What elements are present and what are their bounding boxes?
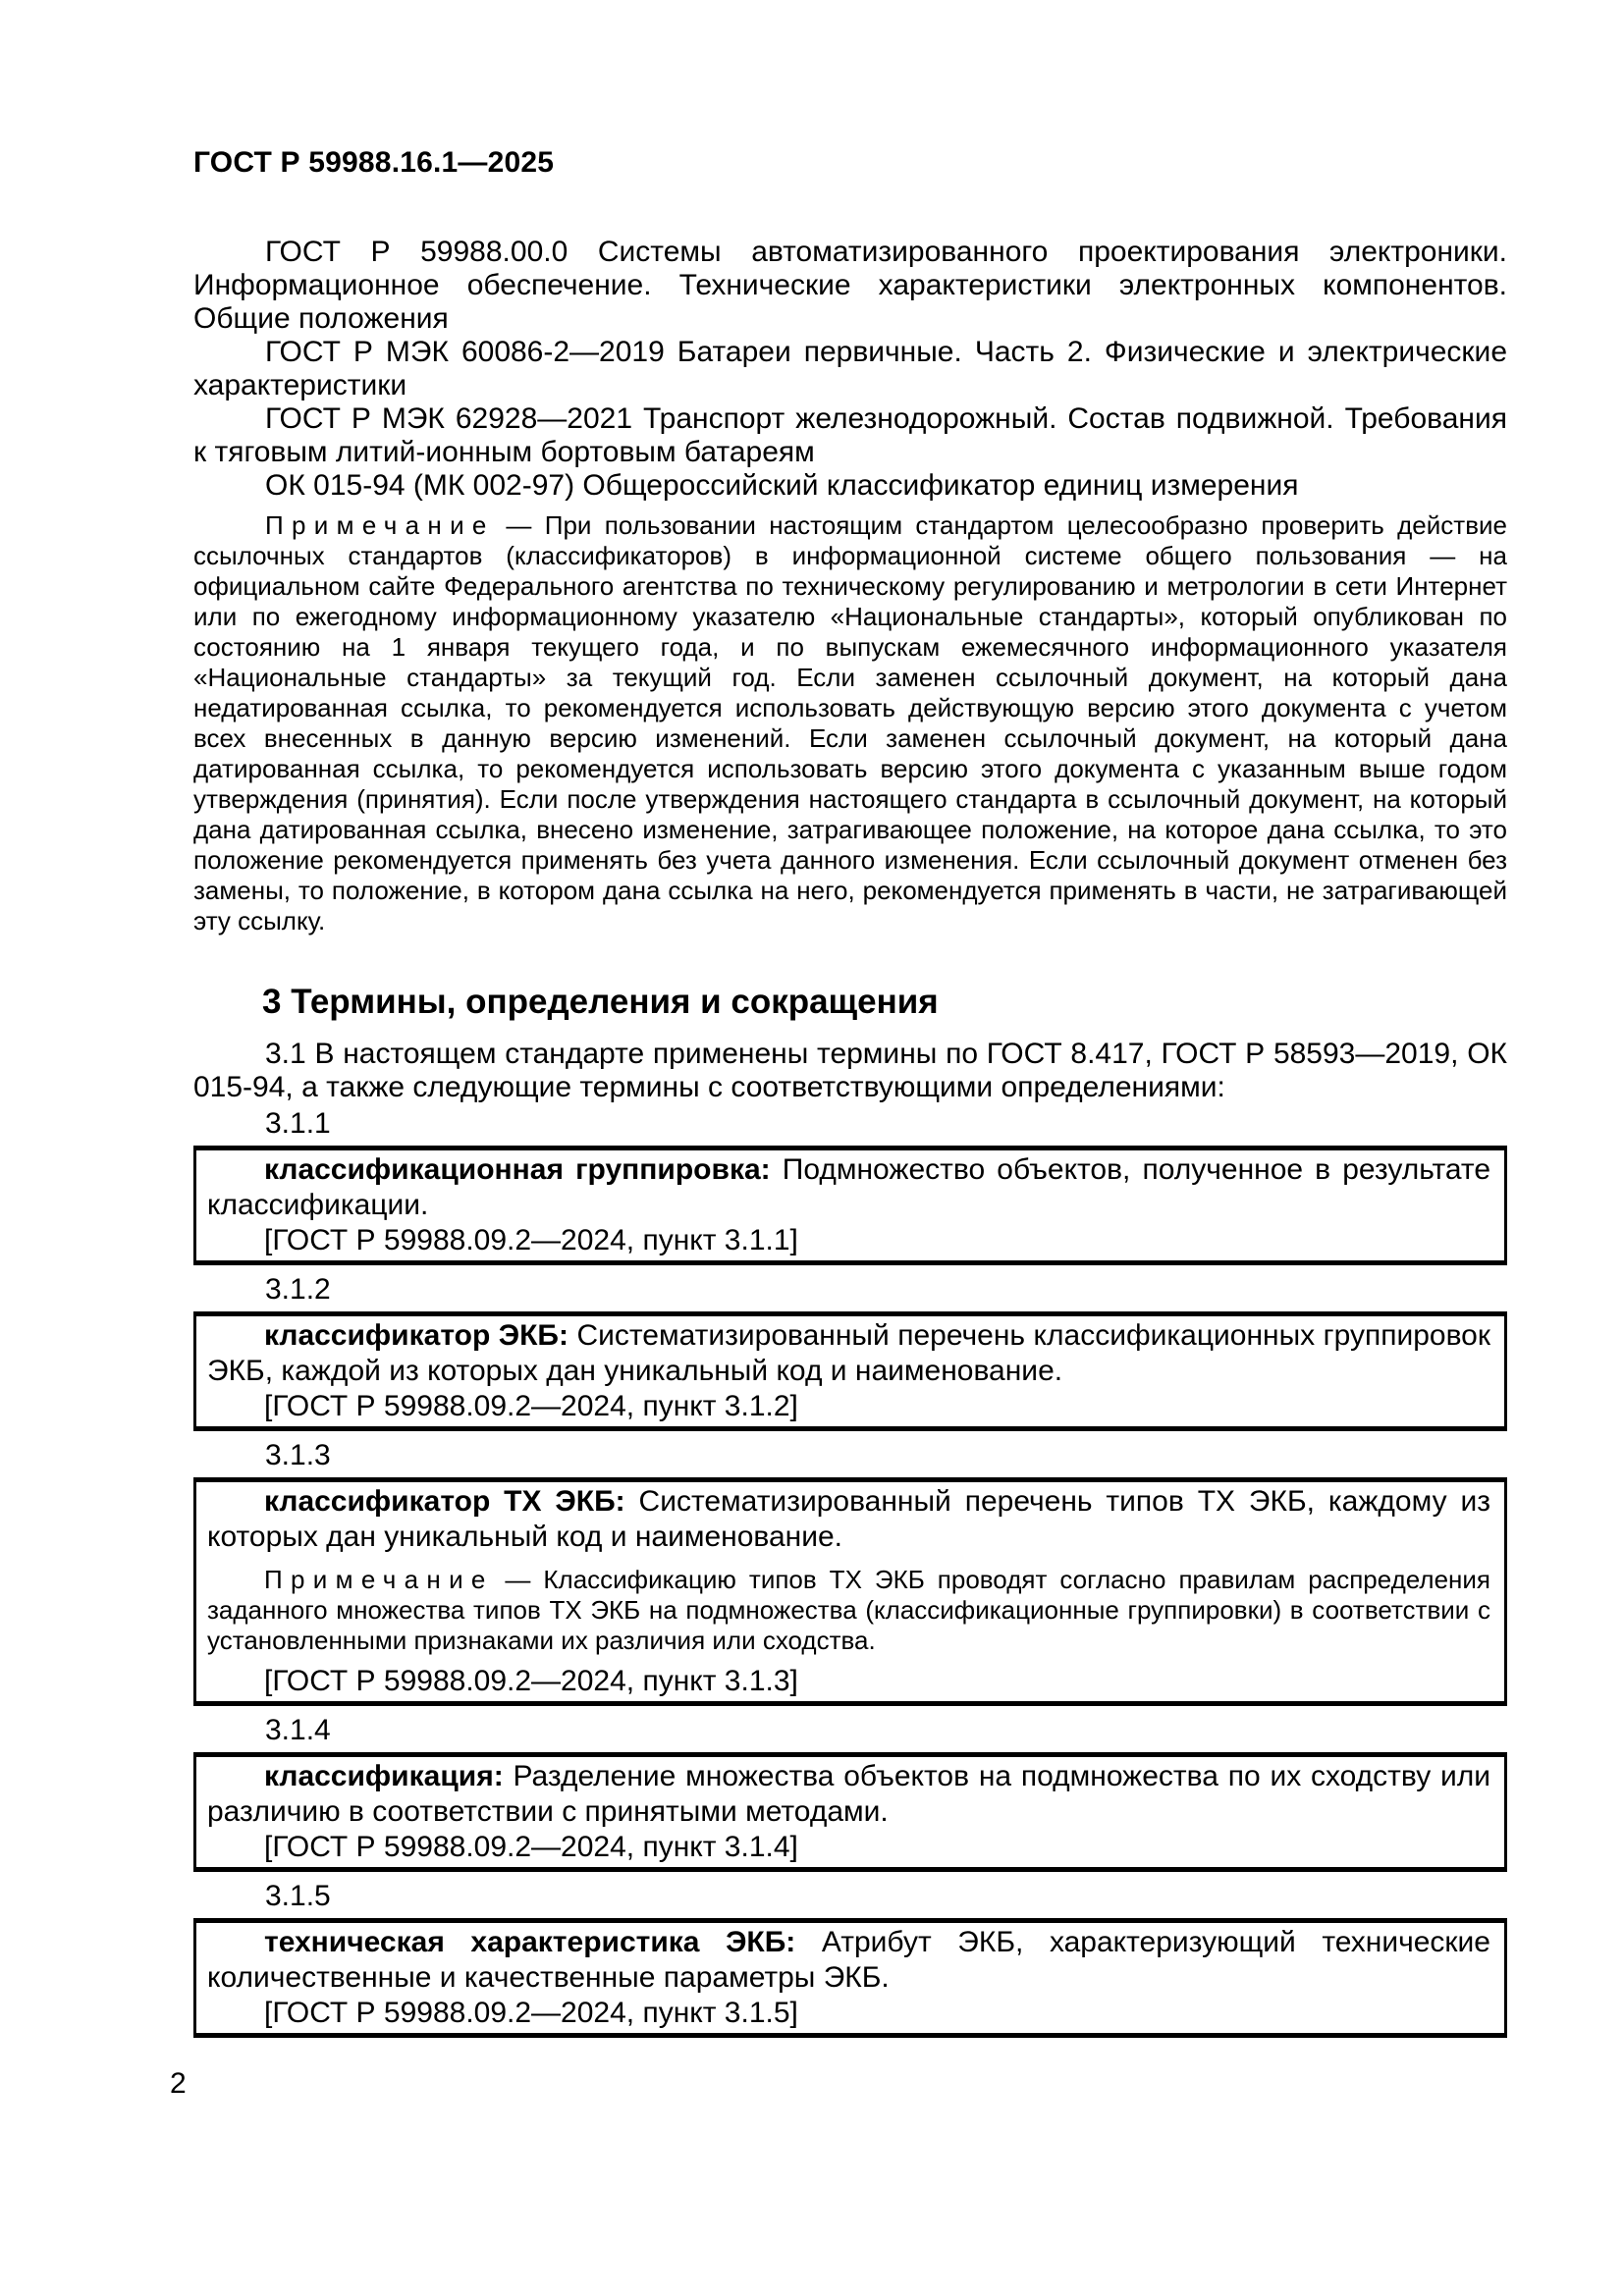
term-entry	[193, 1273, 1507, 1431]
term-entry	[193, 1439, 1507, 1706]
term-source: [ГОСТ Р 59988.09.2—2024, пункт 3.1.2]	[264, 1390, 798, 1422]
term-box	[193, 1146, 1507, 1265]
term-name: классификация:	[264, 1760, 504, 1792]
note-text: — Классификацию типов ТХ ЭКБ проводят согласно правилам распределения заданного множества типов ТХ ЭКБ на подмножества (классификационные группировки) в соответствии с установленными признаками их различия или сходства.	[207, 1565, 1490, 1655]
term-definition: Разделение множества объектов на подмножества по их сходству или различию в соответствии с принятыми методами.	[207, 1760, 1491, 1828]
term-box	[193, 1311, 1507, 1431]
term-number: 3.1.3	[265, 1439, 331, 1471]
reference-item: ГОСТ Р МЭК 62928—2021 Транспорт железнодорожный. Состав подвижной. Требования к тяговым литий-ионным бортовым батареям	[193, 402, 1507, 468]
normative-references	[193, 236, 1507, 503]
term-name: классификатор ЭКБ:	[264, 1319, 568, 1352]
references-note	[193, 510, 1507, 936]
term-definition-par	[207, 1759, 1490, 1830]
note-text: — При пользовании настоящим стандартом целесообразно проверить действие ссылочных стандартов (классификаторов) в информационной системе общего пользования — на официальном сайте Федерального агентства по техническому регулированию и метрологии в сети Интернет или по ежегодному информационному указателю «Национальные стандарты», который опубликован по состоянию на 1 января текущего года, и по выпускам ежемесячного информационного указателя «Национальные стандарты» за текущий год. Если заменен ссылочный документ, на который дана недатированная ссылка, то рекомендуется использовать действующую версию этого документа с учетом всех внесенных в данную версию изменений. Если заменен ссылочный документ, на который дана датированная ссылка, то рекомендуется использовать версию этого документа с указанным выше годом утверждения (принятия). Если после утверждения настоящего стандарта в ссылочный документ, на который дана датированная ссылка, внесено изменение, затрагивающее положение, на которое дана ссылка, то это положение рекомендуется применять без учета данного изменения. Если ссылочный документ отменен без замены, то положение, в котором дана ссылка на него, рекомендуется применять в части, не затрагивающей эту ссылку.	[193, 510, 1507, 935]
term-note	[207, 1565, 1490, 1656]
section-heading: 3 Термины, определения и сокращения	[262, 983, 939, 1021]
term-entry	[193, 1880, 1507, 2038]
term-source: [ГОСТ Р 59988.09.2—2024, пункт 3.1.5]	[264, 1997, 798, 2029]
term-definition: Подмножество объектов, полученное в результате классификации.	[207, 1153, 1490, 1221]
term-entry	[193, 1107, 1507, 1265]
reference-item: ОК 015-94 (МК 002-97) Общероссийский классификатор единиц измерения	[265, 469, 1299, 502]
document-code-header: ГОСТ Р 59988.16.1—2025	[193, 146, 555, 179]
term-number: 3.1.5	[265, 1880, 331, 1912]
term-name: классификатор ТХ ЭКБ:	[264, 1485, 625, 1518]
term-definition-par	[207, 1318, 1490, 1389]
term-number: 3.1.2	[265, 1273, 331, 1306]
section-intro: 3.1 В настоящем стандарте применены термины по ГОСТ 8.417, ГОСТ Р 58593—2019, ОК 015-94, а также следующие термины с соответствующими определениями:	[193, 1038, 1507, 1103]
reference-item: ГОСТ Р 59988.00.0 Системы автоматизированного проектирования электроники. Информационное обеспечение. Технические характеристики электронных компонентов. Общие положения	[193, 236, 1507, 335]
term-box	[193, 1918, 1507, 2038]
page-number: 2	[170, 2067, 187, 2100]
term-source: [ГОСТ Р 59988.09.2—2024, пункт 3.1.3]	[264, 1665, 798, 1697]
term-number: 3.1.1	[265, 1107, 331, 1140]
term-definition-par	[207, 1925, 1490, 1996]
term-box	[193, 1752, 1507, 1872]
reference-item: ГОСТ Р МЭК 60086-2—2019 Батареи первичные. Часть 2. Физические и электрические характеристики	[193, 336, 1507, 401]
term-name: классификационная группировка:	[264, 1153, 771, 1186]
term-source: [ГОСТ Р 59988.09.2—2024, пункт 3.1.1]	[264, 1224, 798, 1256]
term-box	[193, 1477, 1507, 1706]
term-definition: Атрибут ЭКБ, характеризующий технические количественные и качественные параметры ЭКБ.	[207, 1926, 1490, 1994]
term-definition: Систематизированный перечень классификационных группировок ЭКБ, каждой из которых дан уникальный код и наименование.	[207, 1319, 1490, 1387]
note-label: Примечание	[265, 510, 495, 540]
note-label: Примечание	[264, 1565, 494, 1594]
term-entry	[193, 1714, 1507, 1872]
term-source: [ГОСТ Р 59988.09.2—2024, пункт 3.1.4]	[264, 1831, 798, 1863]
term-definition: Систематизированный перечень типов ТХ ЭКБ, каждому из которых дан уникальный код и наименование.	[207, 1485, 1490, 1553]
term-name: техническая характеристика ЭКБ:	[264, 1926, 796, 1958]
term-definition-par	[207, 1484, 1490, 1555]
term-number: 3.1.4	[265, 1714, 331, 1746]
term-definition-par	[207, 1152, 1490, 1223]
